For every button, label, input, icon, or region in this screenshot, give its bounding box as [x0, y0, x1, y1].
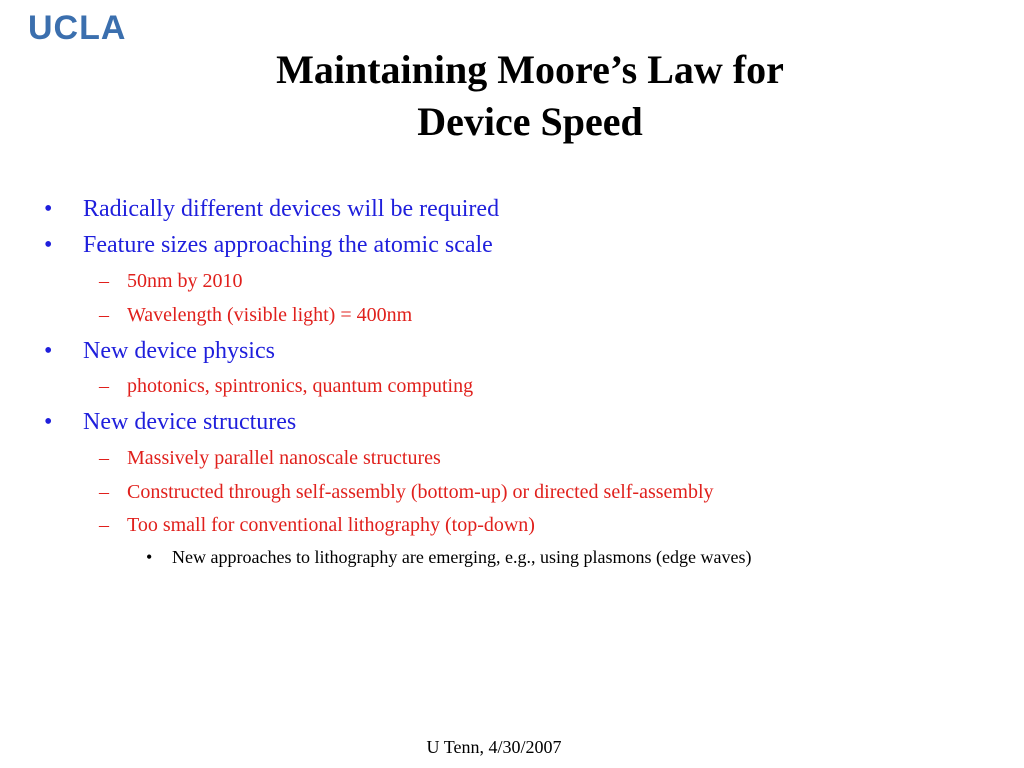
sub-bullet-marker: – — [99, 447, 109, 469]
sub-bullet-marker: – — [99, 375, 109, 397]
bullet-text: Radically different devices will be required — [83, 196, 500, 222]
sub-bullet-marker: – — [99, 304, 109, 326]
sub-bullet-text: Constructed through self-assembly (bottom-up) or directed self-assembly — [127, 481, 714, 503]
sub-bullet-marker: – — [99, 270, 109, 292]
slide-title — [200, 44, 860, 148]
bullet-text: Feature sizes approaching the atomic scale — [83, 232, 493, 258]
sub-sub-bullet-text: New approaches to lithography are emerging, e.g., using plasmons (edge waves) — [172, 547, 752, 567]
slide-title-line-2: Device Speed — [417, 99, 643, 144]
slide-title-line-1: Maintaining Moore’s Law for — [276, 47, 784, 92]
sub-bullet-marker: – — [99, 514, 109, 536]
sub-bullet-text: photonics, spintronics, quantum computing — [127, 375, 474, 397]
bullet-marker: • — [44, 409, 53, 435]
bullet-marker: • — [44, 232, 53, 258]
sub-bullet-text: Too small for conventional lithography (top-down) — [127, 514, 535, 536]
bullet-text: New device physics — [83, 338, 275, 364]
bullet-text: New device structures — [83, 409, 297, 435]
sub-sub-bullet-marker: • — [146, 547, 153, 567]
sub-bullet-marker: – — [99, 481, 109, 503]
slide-footer: U Tenn, 4/30/2007 — [426, 737, 562, 757]
bullet-marker: • — [44, 196, 53, 222]
sub-bullet-text: 50nm by 2010 — [127, 270, 243, 292]
sub-bullet-text: Wavelength (visible light) = 400nm — [127, 304, 413, 326]
ucla-logo: UCLA — [28, 9, 127, 47]
sub-bullet-text: Massively parallel nanoscale structures — [127, 447, 441, 469]
bullet-marker: • — [44, 338, 53, 364]
